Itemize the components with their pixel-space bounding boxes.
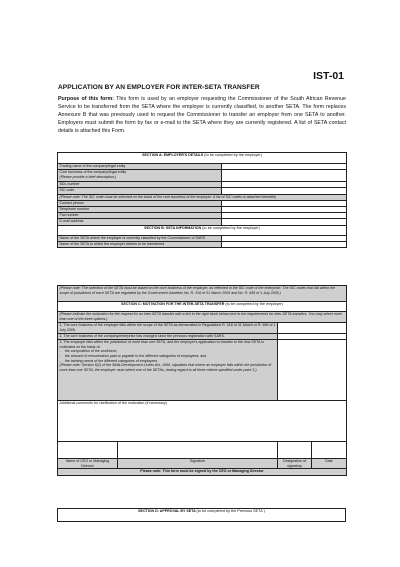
core-business-label: Core business of the company/legal entity (Please provide a brief description.) <box>58 170 222 182</box>
signature-note: Please note: This form must be signed by the CEO or Managing Director <box>58 469 347 475</box>
form-title: APPLICATION BY AN EMPLOYER FOR INTER-SETA TRANSFER <box>58 84 260 91</box>
core-business-field[interactable] <box>222 170 347 182</box>
option-3-tick-box[interactable] <box>278 340 347 401</box>
section-a-heading: SECTION A: EMPLOYER'S DETAILS (to be completed by the employer) <box>58 153 347 164</box>
new-seta-label: Name of the SETA to which the employer wishes to be transferred <box>58 241 222 247</box>
option-3-bullet-3: the training needs of the different categories of employees. <box>64 358 159 363</box>
email-label: E-mail address <box>58 219 222 225</box>
section-d-table <box>57 508 346 522</box>
ceo-name-field[interactable] <box>58 442 118 459</box>
current-seta-label: Name of the SETA where the employer is currently classified by the Commissioner of SARS <box>58 235 222 241</box>
seta-selection-note: (Please note: The selection of the SETA must be based on the core business of the employer, as reflected in the SIC code of the enterprise. The SIC codes that fall within the scope of jurisdiction of each SETA are regulated by the Government Gazettes No. R. 316 of 31 March 2005 and No. R. 656 of 1 July 2005.) <box>58 286 347 302</box>
additional-comments-field[interactable] <box>58 401 347 442</box>
telephone-label: Telephone number <box>58 206 222 212</box>
option-3-note: (Please note: Section 5(2) of the Skills Development Levies Act, 1999, stipulates that where an employer falls within the jurisdiction of more than one SETA, the employer must select one of the SETAs, having regard to all three criteria specified under point 3.) <box>59 363 272 372</box>
motivation-note: (Please indicate the motivation for the request for an inter-SETA transfer with a tick in the right block below next to the requirements for inter-SETA transfers. You may select more than one of the three options.) <box>58 312 347 323</box>
fax-label: Fax number <box>58 213 222 219</box>
purpose-paragraph <box>58 95 346 135</box>
additional-comments-label: Additional comments for clarification of the motivation (if necessary) <box>59 401 167 406</box>
date-field[interactable] <box>312 442 347 459</box>
sic-code-note: (Please note: The SIC code must be selected on the basis of the core business of the employer. A list of SIC codes is attached herewith) <box>58 194 347 200</box>
section-b-heading: SECTION B: SETA INFORMATION (to be completed by the employer) <box>58 225 347 235</box>
section-c-heading: SECTION C: MOTIVATION FOR THE INTER-SETA TRANSFER (to be completed by the employer) <box>58 302 347 312</box>
purpose-label: Purpose of this form: <box>58 96 114 102</box>
purpose-text: This form is used by an employer requesting the Commissioner of the South African Revenue Service to be transferred from the SETA where the employer is currently classified, to another SETA. The form replaces Annexure B that was previously used to request the Commissioner to transfer an employer from one SETA to another. Employers must submit the form by fax or e-mail to the SETA where they are currently registered. A list of SETA contact details is attached this Form. <box>58 96 346 135</box>
form-number: IST-01 <box>313 70 344 82</box>
signature-field[interactable] <box>118 442 278 459</box>
option-1-tick-box[interactable] <box>278 323 347 334</box>
section-a-table <box>57 152 347 248</box>
section-d-heading: SECTION D: APPROVAL BY SETA (to be completed by the Previous SETA ) <box>58 509 346 522</box>
section-c-table <box>57 285 347 476</box>
contact-person-label: Contact person <box>58 200 222 206</box>
sic-code-label: SIC code <box>58 188 222 194</box>
designation-field[interactable] <box>278 442 312 459</box>
date-label: Date <box>312 459 347 469</box>
option-3-bullet-1: the composition of the workforce, <box>64 349 118 354</box>
signature-label: Signature <box>118 459 278 469</box>
sdl-number-label: SDL number <box>58 182 222 188</box>
option-2-label: 2. The core business of the company/enterprise has changed since the previous registration with SARS. <box>58 334 278 340</box>
ceo-name-label: Name of CEO or Managing Director <box>58 459 118 469</box>
option-1-label: 1. The core business of the employer falls within the scope of the SETA as demarcated in Regulations R. 316 of 31 March or R. 656 of 1 July 2005. <box>59 323 276 332</box>
designation-label: Designation of signatory <box>278 459 312 469</box>
option-3-bullet-2: the amount of remuneration paid or payable to the different categories of employees; and <box>64 353 207 358</box>
new-seta-field[interactable] <box>222 241 347 247</box>
trading-name-label: Trading name of the company/legal entity <box>58 164 222 170</box>
option-3-label: 3. The employer falls within the jurisdiction of more than one SETA, and the employer's application to transfer to the new SETA is motivated on the basis of: - the composition of the workforce, - the amount of remuneration paid or payable to the different categories of employees; and - the training needs of the different categories of employees. (Please note: Section 5(2) of the Skills Development Levies Act, 1999, stipulates that where an employer falls within the jurisdiction of more than one SETA, the employer must select one of the SETAs, having regard to all three criteria specified under point 3.) <box>58 340 278 401</box>
